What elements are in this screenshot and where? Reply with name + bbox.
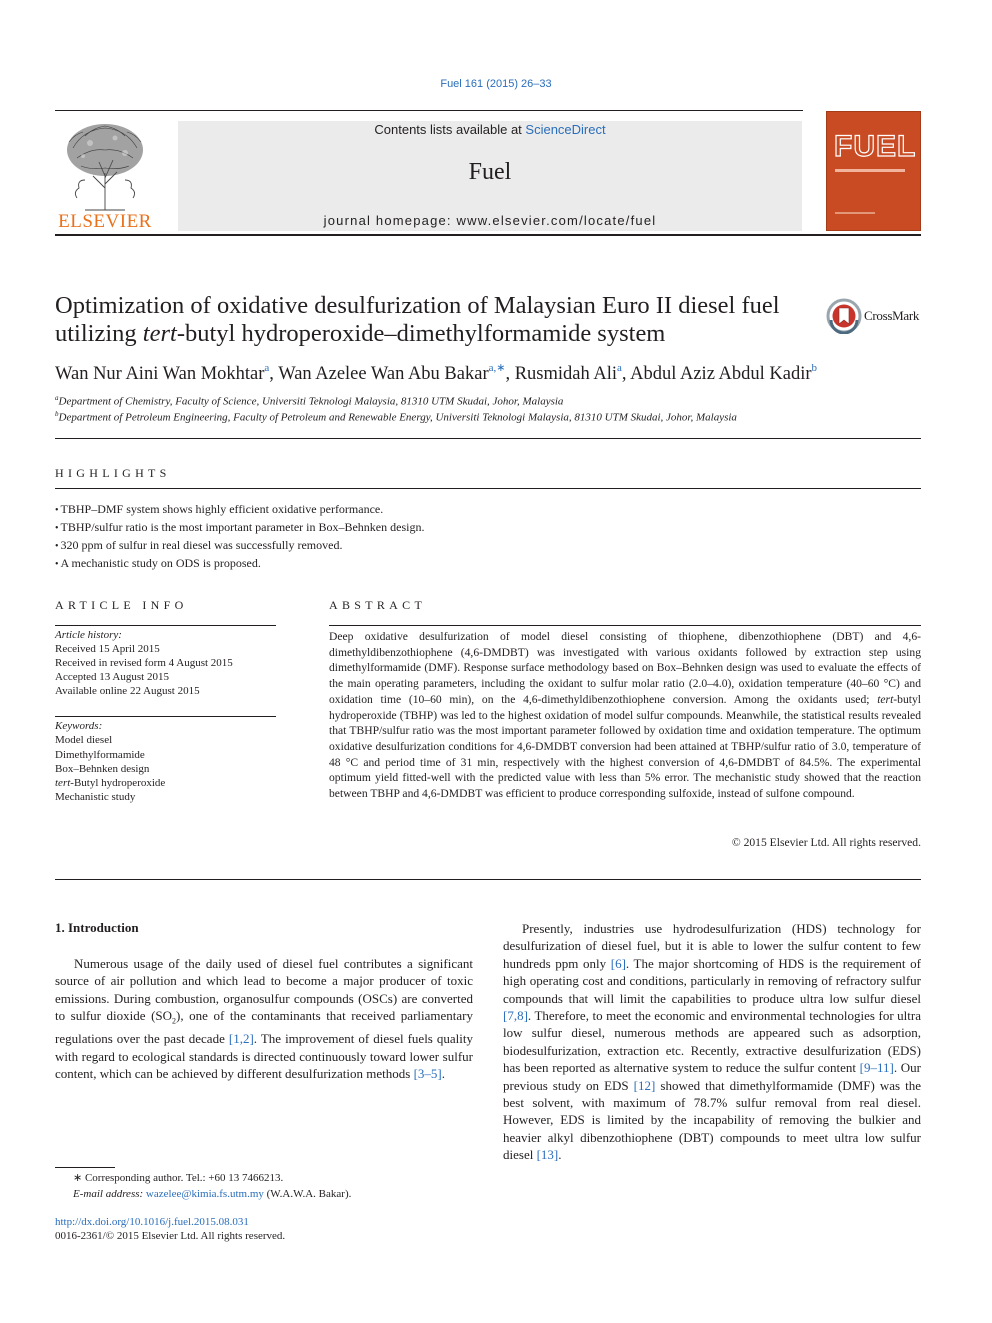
citation-link[interactable]: [3–5] (413, 1066, 442, 1082)
abstract-copyright: © 2015 Elsevier Ltd. All rights reserved. (731, 836, 921, 849)
keywords-block (55, 719, 285, 805)
author-affiliation-marker[interactable]: b (811, 362, 818, 374)
affiliation-a-text: Department of Chemistry, Faculty of Science, Universiti Teknologi Malaysia, 81310 UTM Skudai, Johor, Malaysia (58, 395, 564, 408)
author-name[interactable]: Rusmidah Ali (514, 364, 617, 385)
abstract-part-2: -butyl hydroperoxide (TBHP) was led to the highest oxidation of model sulfur compounds. Meanwhile, the statistical results revealed that TBHP/sulfur ratio was the most important parameter followed by oxidation time and oxidation temperature. The optimum oxidative desulfurization conditions for 4,6-DMDBT conversion had been attained at TBHP/sulfur ratio of 3.0, temperature of 48 °C and period time of 31 min, respectively with the highest conversion of 4,6-DMDBT of 84.5%. The experimental optimum yield fitted-well with the predicted value with less than 5% error. The mechanistic study showed that the reaction between TBHP and 4,6-DMDBT was efficient to produce corresponding sulfoxide, instead of sulfone compound. (329, 692, 921, 801)
affiliation-b (55, 410, 921, 424)
author-affiliation-marker[interactable]: a,∗ (488, 362, 506, 374)
text-run: . The improvement of diesel fuels quality with regard to ecological standards is directed continuously toward lower sulfur content, which can be achieved by different desulfurization methods (55, 1031, 473, 1082)
article-title (55, 292, 815, 348)
citation-link[interactable]: [9–11] (859, 1060, 894, 1076)
journal-header-banner (178, 121, 802, 231)
article-info-heading: ARTICLE INFO (55, 598, 188, 612)
text-run: ), one of the contaminants that received parliamentary regulations over the past decade (55, 1008, 473, 1047)
footnote-rule (55, 1167, 115, 1168)
journal-homepage[interactable]: journal homepage: www.elsevier.com/locate/fuel (323, 213, 657, 228)
citation-link[interactable]: [13] (536, 1147, 559, 1163)
keyword: Mechanistic study (55, 791, 136, 804)
text-run: . Our previous study on EDS (503, 1060, 922, 1093)
crossmark-label: CrossMark (864, 308, 920, 323)
cover-subtitle-strip (835, 169, 905, 172)
elsevier-wordmark: ELSEVIER (58, 211, 152, 232)
title-italic: tert (142, 320, 177, 347)
header-bottom-rule (55, 234, 921, 236)
history-online: Available online 22 August 2015 (55, 685, 200, 697)
elsevier-tree-icon (55, 118, 155, 213)
author-name[interactable]: Wan Nur Aini Wan Mokhtar (55, 364, 265, 385)
author-affiliation-marker[interactable]: a (264, 362, 270, 374)
affiliation-b-marker: b (55, 410, 59, 418)
highlights-list (55, 501, 921, 573)
keyword: Box–Behnken design (55, 762, 150, 775)
abstract-heading: ABSTRACT (329, 598, 427, 612)
journal-title: Fuel (468, 159, 512, 185)
keyword: Dimethylformamide (55, 748, 145, 761)
author-separator: , (505, 364, 515, 385)
contents-available-line (178, 122, 802, 137)
text-run: . (441, 1066, 446, 1082)
abstract-bottom-rule (55, 879, 921, 880)
corresponding-author-note: ∗ Corresponding author. Tel.: +60 13 7466213. (73, 1172, 284, 1184)
header-top-rule (55, 110, 803, 111)
journal-citation-link[interactable]: Fuel 161 (2015) 26–33 (440, 78, 552, 90)
title-text-2: -butyl hydroperoxide–dimethylformamide system (176, 320, 666, 347)
introduction-heading: 1. Introduction (55, 920, 139, 935)
article-info-rule (55, 625, 276, 626)
text-run: . (558, 1147, 562, 1163)
keyword-italic-prefix: tert (55, 777, 71, 790)
abstract-rule (329, 625, 921, 626)
issn-line: 0016-2361/© 2015 Elsevier Ltd. All rights reserved. (55, 1230, 286, 1242)
doi-link[interactable]: http://dx.doi.org/10.1016/j.fuel.2015.08.031 (55, 1216, 249, 1228)
title-text-1: Optimization of oxidative desulfurization of Malaysian Euro II diesel fuel utilizing (55, 292, 780, 347)
highlight-item: • 320 ppm of sulfur in real diesel was successfully removed. (55, 537, 921, 555)
citation-link[interactable]: [1,2] (228, 1031, 254, 1047)
highlight-item: • TBHP/sulfur ratio is the most important parameter in Box–Behnken design. (55, 519, 921, 537)
elsevier-logo (55, 118, 155, 233)
affiliation-a-marker: a (55, 394, 59, 402)
affiliation-rule (55, 438, 921, 439)
contents-prefix: Contents lists available at (374, 122, 526, 137)
citation-link[interactable]: [6] (610, 955, 626, 971)
email-link[interactable]: wazelee@kimia.fs.utm.my (145, 1188, 264, 1200)
history-label: Article history: (55, 629, 122, 641)
affiliation-a (55, 394, 921, 408)
journal-cover-thumbnail (826, 111, 921, 231)
text-run: . The major shortcoming of HDS is the requirement of high operating cost and conditions, particularly in removing of refractory sulfur compounds that will limit the capabilities to produce ultra low sulfur diesel (503, 955, 921, 1006)
citation-link[interactable]: [12] (633, 1077, 656, 1093)
text-run: Numerous usage of the daily used of diesel fuel contributes a significant source of air pollution and which lead to become a major producer of toxic emissions. During combustion, organosulfur compounds (OSCs) are converted to sulfur dioxide (SO (55, 956, 473, 1024)
author-name[interactable]: Abdul Aziz Abdul Kadir (630, 364, 812, 385)
subscript: 2 (172, 1016, 177, 1026)
article-history (55, 628, 285, 698)
intro-left-paragraph (55, 955, 473, 1082)
author-name[interactable]: Wan Azelee Wan Abu Bakar (278, 364, 489, 385)
keyword-rest: -Butyl hydroperoxide (70, 777, 166, 790)
keywords-rule (55, 716, 276, 717)
highlight-item: • A mechanistic study on ODS is proposed. (55, 555, 921, 573)
author-separator: , (269, 364, 279, 385)
highlight-item: • TBHP–DMF system shows highly efficient oxidative performance. (55, 501, 921, 519)
email-suffix: (W.A.W.A. Bakar). (263, 1188, 352, 1200)
footnote-block (55, 1170, 475, 1202)
crossmark-button[interactable] (826, 298, 926, 334)
cover-title: FUEL (834, 130, 917, 163)
author-list (55, 362, 935, 385)
history-accepted: Accepted 13 August 2015 (55, 671, 169, 683)
crossmark-icon (826, 298, 862, 334)
citation-link[interactable]: [7,8] (503, 1008, 528, 1024)
email-label: E-mail address: (73, 1188, 146, 1200)
keyword: Model diesel (55, 734, 113, 747)
author-affiliation-marker[interactable]: a (617, 362, 622, 374)
text-run: . Therefore, to meet the economic and environmental technologies for ultra low sulfur diesel, numerous methods are appeared such as adsorption, biodesulfurization, extraction etc. Recently, extractive desulfurization (EDS) has been reported as alternative system to reduce the sulfur content (503, 1008, 921, 1076)
keyword (55, 776, 285, 790)
affiliation-b-text: Department of Petroleum Engineering, Faculty of Petroleum and Renewable Energy, Universiti Teknologi Malaysia, 81310 UTM Skudai, Johor, Malaysia (58, 411, 737, 424)
keywords-label: Keywords: (55, 720, 103, 732)
email-note (55, 1186, 475, 1202)
abstract-italic: tert (877, 692, 894, 706)
history-revised: Received in revised form 4 August 2015 (55, 657, 233, 669)
author-separator: , (621, 364, 631, 385)
highlights-heading: HIGHLIGHTS (55, 466, 171, 480)
abstract-text (329, 629, 921, 802)
sciencedirect-link[interactable]: ScienceDirect (525, 122, 606, 137)
cover-footer-strip (835, 212, 875, 214)
text-run: showed that dimethylformamide (DMF) was the best solvent, with maximum of 78.7% sulfur removal from real diesel. However, EDS is limited by the incapability of removing the bulkier and heavier alkyl dibenzothiophene (DBT) compounds to meet ultra low sulfur diesel (503, 1077, 921, 1163)
history-received: Received 15 April 2015 (55, 643, 160, 655)
abstract-part-1: Deep oxidative desulfurization of model diesel consisting of thiophene, dibenzothiophene (DBT) and 4,6-dimethyldibenzothiophene (4,6-DMDBT) was investigated with various oxidants followed by extraction step using dimethylformamide (DMF). Response surface methodology based on Box–Behnken design was used to evaluate the effects of the main operating parameters, including the oxidant to sulfur molar ratio (2.0–4.0), oxidation temperature (40–60 °C) and oxidation time (10–60 min), on the 4,6-dimethyldibenzothiophene conversion. Among the oxidants used; (329, 630, 921, 706)
text-run: Presently, industries use hydrodesulfurization (HDS) technology for desulfurization of diesel fuel, but it is able to lower the sulfur content to few hundreds ppm only (503, 921, 921, 971)
intro-right-paragraph (503, 920, 921, 1164)
highlights-rule (55, 488, 921, 489)
